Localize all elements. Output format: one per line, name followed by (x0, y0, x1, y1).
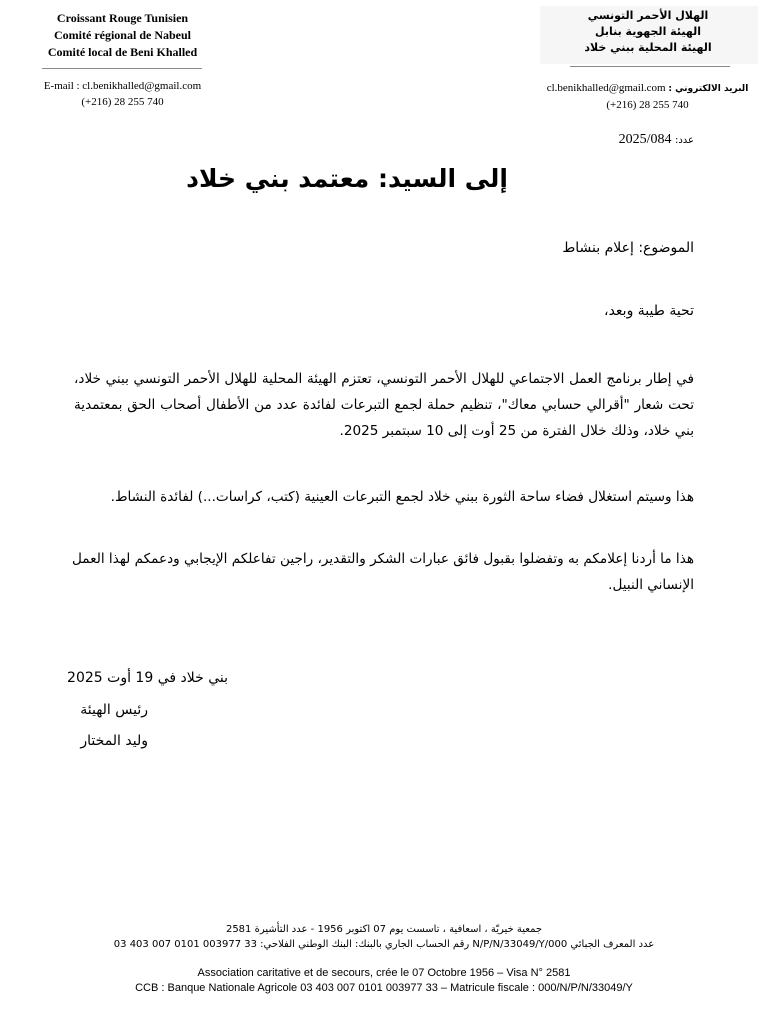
reference-label: عدد: (674, 135, 694, 146)
footer-ar-line-1: جمعية خيريّة ، اسعافية ، تاسست يوم 07 اكتوبر 1956 - عدد التأشيرة 2581 (225, 924, 543, 935)
header-right-contact (540, 80, 755, 113)
footer-ar-line-2: عدد المعرف الجبائي 000/N/P/N/33049/Y رقم الحساب الجاري بالبنك: البنك الوطني الفلاحي: 33 003977 0101 007 403 03 (113, 939, 655, 950)
red-crescent-icon (348, 8, 420, 80)
phone-fr: (+216) 28 255 740 (81, 96, 164, 108)
reference-value: 2025/084 (618, 132, 672, 147)
paragraph-2: هذا وسيتم استغلال فضاء ساحة الثورة ببني خلاد لجمع التبرعات العينية (كتب، كراسات...) لفائدة النشاط. (110, 489, 694, 505)
signature-name: وليد المختار (80, 733, 148, 749)
email-ar (540, 80, 755, 97)
header-right-divider (570, 66, 730, 67)
greeting: تحية طيبة وبعد، (604, 303, 694, 319)
org-name-fr: Croissant Rouge Tunisien (56, 11, 189, 25)
addressee: إلى السيد: معتمد بني خلاد (186, 164, 508, 193)
local-committee-ar: الهيئة المحلية ببني خلاد (584, 41, 712, 54)
regional-committee-fr: Comité régional de Nabeul (54, 28, 191, 42)
signature-title: رئيس الهيئة (80, 702, 148, 718)
phone-ar: (+216) 28 255 740 (606, 99, 689, 111)
header-left (20, 10, 225, 61)
footer-fr-line-2: CCB : Banque Nationale Agricole 03 403 007 0101 003977 33 – Matricule fiscale : 000/N/P/N/33049/Y (135, 982, 633, 994)
red-crescent-logo (348, 8, 420, 80)
header-left-divider (42, 68, 202, 69)
header-left-contact (20, 78, 225, 110)
paragraph-1: في إطار برنامج العمل الاجتماعي للهلال الأحمر التونسي، تعتزم الهيئة المحلية للهلال الأحمر التونسي ببني خلاد، تحت شعار "أقرالي حسابي معاك"، تنظيم حملة لجمع التبرعات لفائدة عدد من الأطفال أصحاب الحق بمعتمدية بني خلاد، وذلك خلال الفترة من 25 أوت إلى 10 سبتمبر 2025. (74, 371, 694, 439)
local-committee-fr: Comité local de Beni Khalled (47, 45, 198, 59)
org-name-ar: الهلال الأحمر التونسي (587, 9, 709, 22)
signature-date: بني خلاد في 19 أوت 2025 (67, 670, 228, 686)
reference-number (619, 132, 694, 148)
regional-committee-ar: الهيئة الجهوية بنابل (595, 25, 701, 38)
email-address-ar: cl.benikhalled@gmail.com (546, 82, 666, 94)
subject-line: الموضوع: إعلام بنشاط (562, 240, 694, 256)
email-fr: E-mail : cl.benikhalled@gmail.com (43, 80, 202, 92)
paragraph-3: هذا ما أردنا إعلامكم به وتفضلوا بقبول فائق عبارات الشكر والتقدير، راجين تفاعلكم الإيجابي ودعمكم لهذا العمل الإنساني النبيل. (71, 551, 694, 593)
footer-fr-line-1: Association caritative et de secours, crée le 07 Octobre 1956 – Visa N° 2581 (197, 967, 571, 979)
header-right (548, 8, 748, 56)
email-label-ar: البريد الالكتروني : (668, 84, 749, 94)
